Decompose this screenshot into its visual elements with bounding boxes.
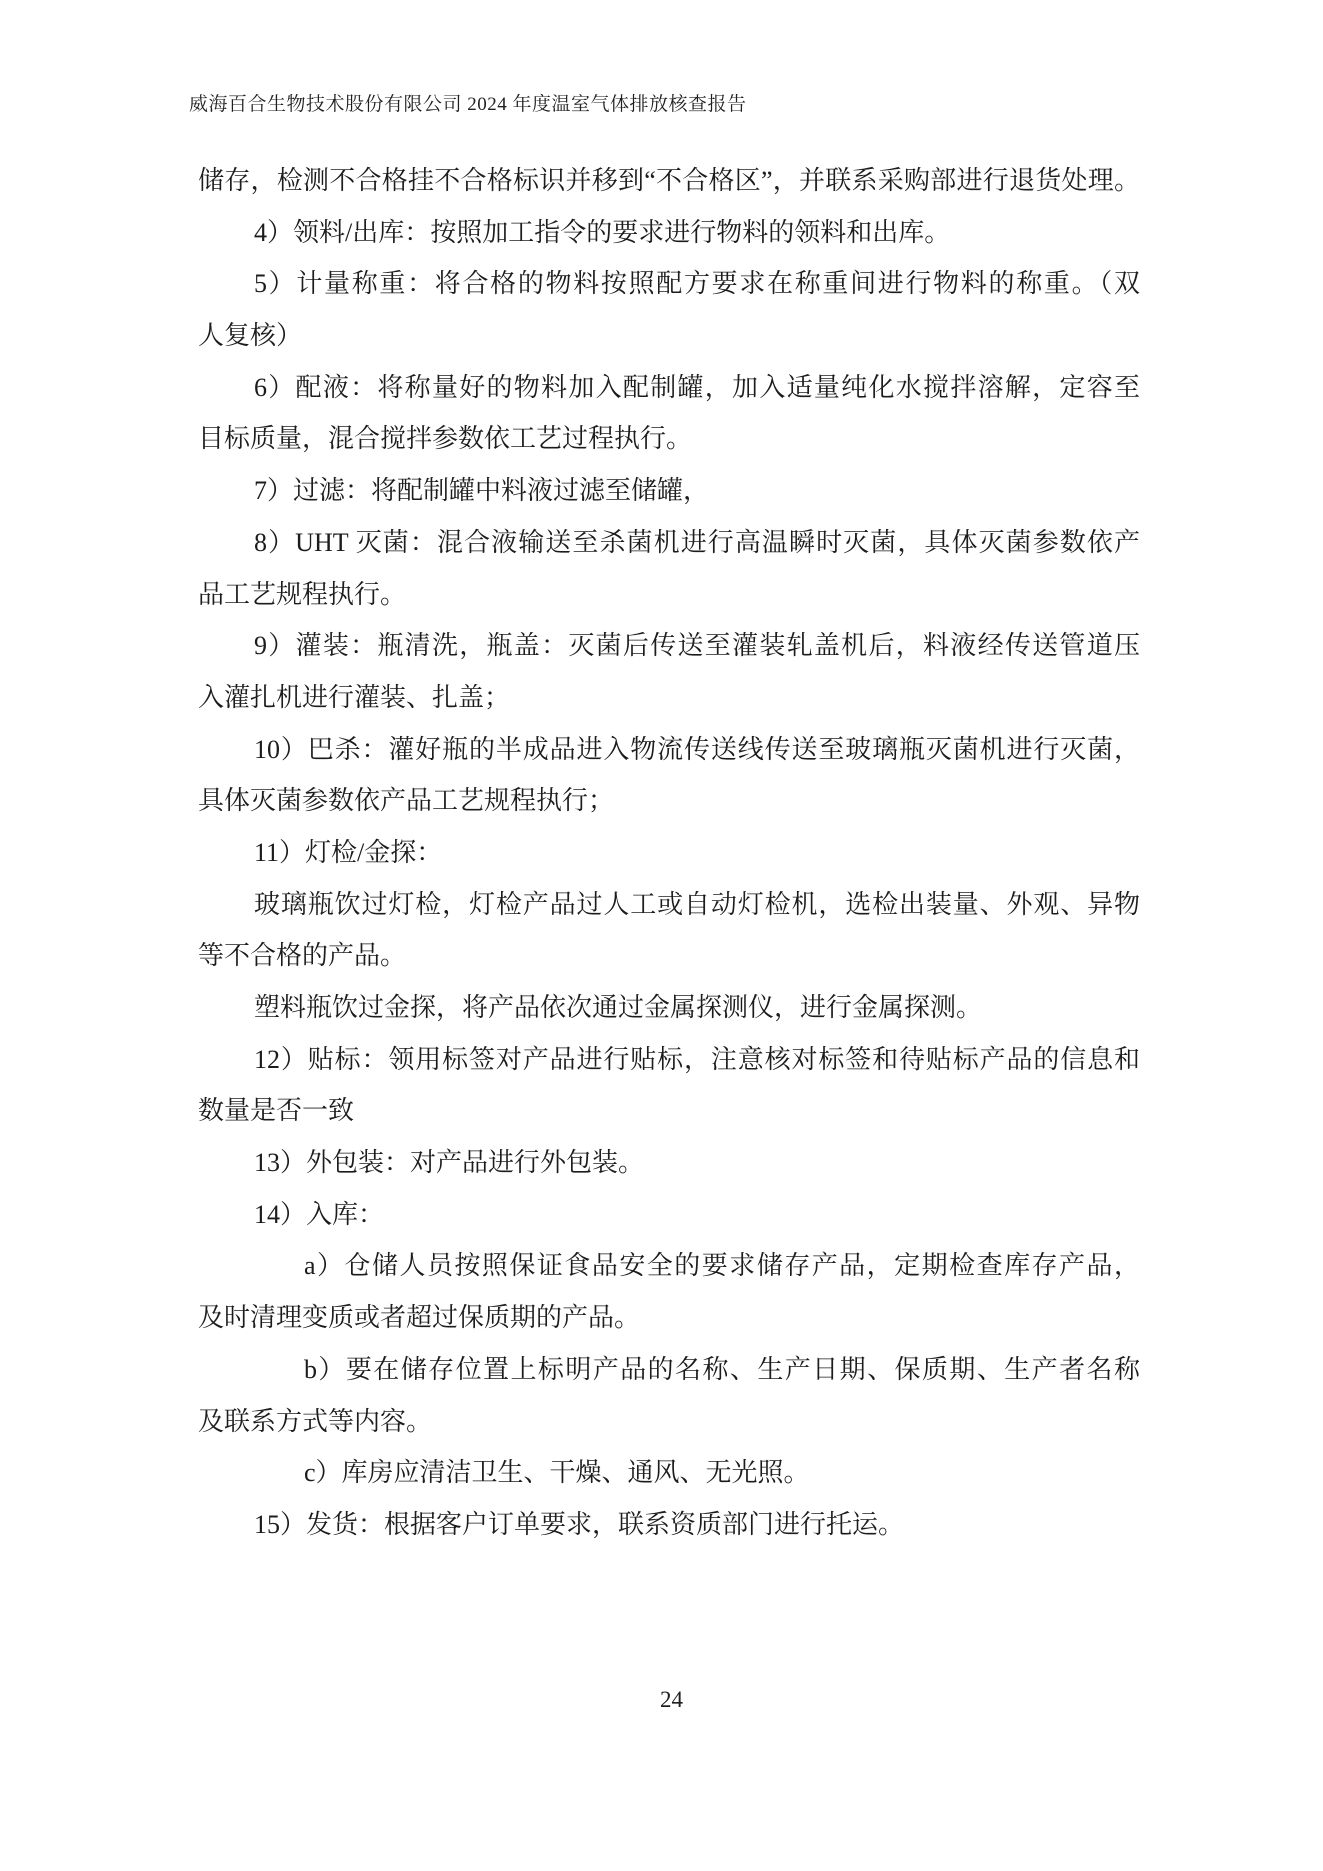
text-line: 数量是否一致	[198, 1096, 355, 1126]
text-line: 7）过滤：将配制罐中料液过滤至储罐，	[254, 476, 710, 506]
text-line: 11）灯检/金探：	[254, 837, 443, 867]
text-line: 玻璃瓶饮过灯检，灯检产品过人工或自动灯检机，选检出装量、外观、异物	[254, 889, 1140, 919]
text-line: 5）计量称重：将合格的物料按照配方要求在称重间进行物料的称重。（双	[254, 269, 1140, 299]
text-line: 储存，检测不合格挂不合格标识并移到“不合格区”，并联系采购部进行退货处理。	[198, 166, 1140, 195]
text-line: 9）灌装：瓶清洗，瓶盖：灭菌后传送至灌装轧盖机后，料液经传送管道压	[254, 631, 1140, 661]
text-line: 人复核）	[198, 321, 303, 351]
text-line: 12）贴标：领用标签对产品进行贴标，注意核对标签和待贴标产品的信息和	[254, 1044, 1140, 1074]
text-line: b）要在储存位置上标明产品的名称、生产日期、保质期、生产者名称	[304, 1354, 1140, 1384]
text-line: 等不合格的产品。	[198, 941, 407, 971]
text-line: 13）外包装：对产品进行外包装。	[254, 1148, 645, 1178]
document-body	[198, 155, 1140, 1551]
text-line: 目标质量，混合搅拌参数依工艺过程执行。	[198, 424, 693, 454]
text-line: 6）配液：将称量好的物料加入配制罐，加入适量纯化水搅拌溶解，定容至	[254, 372, 1140, 402]
page-number: 24	[660, 1687, 683, 1712]
text-line: c）库房应清洁卫生、干燥、通风、无光照。	[304, 1458, 810, 1488]
text-line: 15）发货：根据客户订单要求，联系资质部门进行托运。	[254, 1509, 905, 1539]
text-line: 10）巴杀：灌好瓶的半成品进入物流传送线传送至玻璃瓶灭菌机进行灭菌，	[254, 734, 1140, 764]
text-line: 塑料瓶饮过金探，将产品依次通过金属探测仪，进行金属探测。	[254, 993, 983, 1022]
text-line: 及联系方式等内容。	[198, 1406, 433, 1436]
text-line: 4）领料/出库：按照加工指令的要求进行物料的领料和出库。	[254, 217, 951, 247]
text-line: 品工艺规程执行。	[198, 579, 407, 609]
text-line: 入灌扎机进行灌装、扎盖；	[198, 682, 511, 712]
text-line: 具体灭菌参数依产品工艺规程执行；	[198, 786, 615, 816]
text-line: 14）入库：	[254, 1199, 385, 1229]
text-line: 8）UHT 灭菌：混合液输送至杀菌机进行高温瞬时灭菌，具体灭菌参数依产	[254, 527, 1140, 557]
text-line: 及时清理变质或者超过保质期的产品。	[198, 1303, 641, 1333]
text-line: a）仓储人员按照保证食品安全的要求储存产品，定期检查库存产品，	[304, 1251, 1140, 1281]
running-header: 威海百合生物技术股份有限公司 2024 年度温室气体排放核查报告	[189, 94, 747, 115]
